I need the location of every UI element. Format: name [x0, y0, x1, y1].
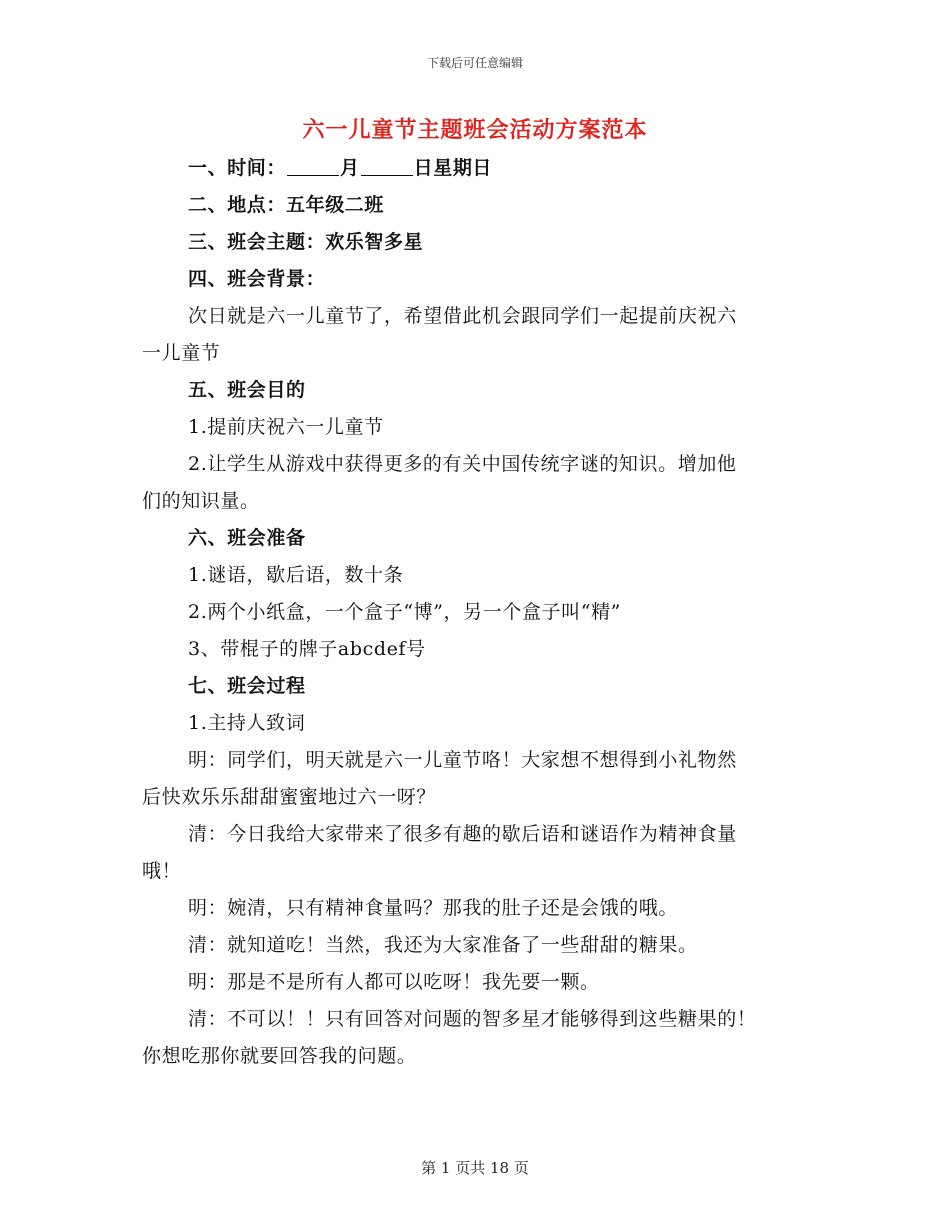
purpose-item-2-line-2: 们的知识量。 — [142, 490, 260, 512]
prep-item-1: 1.谜语，歇后语，数十条 — [188, 564, 404, 586]
document-title: 六一儿童节主题班会活动方案范本 — [302, 118, 648, 143]
dialogue-6-line-1: 清：不可以！！只有回答对问题的智多星才能够得到这些糖果的！ — [188, 1008, 757, 1030]
section-place: 二、地点：五年级二班 — [188, 194, 385, 216]
dialogue-1-line-1: 明：同学们，明天就是六一儿童节咯！大家想不想得到小礼物然 — [188, 749, 737, 771]
purpose-item-1: 1.提前庆祝六一儿童节 — [188, 416, 384, 438]
section-prep-heading: 六、班会准备 — [188, 527, 306, 549]
section-process-heading: 七、班会过程 — [188, 675, 306, 697]
section-theme: 三、班会主题：欢乐智多星 — [188, 231, 424, 253]
dialogue-4: 清：就知道吃！当然，我还为大家准备了一些甜甜的糖果。 — [188, 934, 698, 956]
prep-item-3: 3、带棍子的牌子abcdef号 — [188, 638, 426, 660]
month-blank — [287, 155, 339, 176]
prep-item-2: 2.两个小纸盒，一个盒子“博”，另一个盒子叫“精” — [188, 601, 621, 623]
header-note: 下载后可任意编辑 — [426, 56, 523, 70]
dialogue-3: 明：婉清，只有精神食量吗？那我的肚子还是会饿的哦。 — [188, 897, 679, 919]
section-purpose-heading: 五、班会目的 — [188, 379, 306, 401]
page-footer: 第 1 页共 18 页 — [421, 1159, 529, 1177]
section-background-heading: 四、班会背景： — [188, 268, 326, 290]
dialogue-2-line-1: 清：今日我给大家带来了很多有趣的歇后语和谜语作为精神食量 — [188, 823, 737, 845]
background-paragraph-line-2: 一儿童节 — [142, 342, 221, 364]
month-text: 月 — [340, 157, 360, 179]
background-paragraph-line-1: 次日就是六一儿童节了，希望借此机会跟同学们一起提前庆祝六 — [188, 305, 737, 327]
dialogue-2-line-2: 哦！ — [142, 860, 182, 882]
document-body — [142, 150, 802, 1075]
time-label: 一、时间： — [188, 157, 287, 179]
purpose-item-2-line-1: 2.让学生从游戏中获得更多的有关中国传统字谜的知识。增加他 — [188, 453, 737, 475]
process-item-1: 1.主持人致词 — [188, 712, 306, 734]
day-blank — [361, 155, 413, 176]
dialogue-1-line-2: 后快欢乐乐甜甜蜜蜜地过六一呀？ — [142, 786, 437, 808]
section-time — [142, 150, 802, 187]
dialogue-6-line-2: 你想吃那你就要回答我的问题。 — [142, 1045, 417, 1067]
day-text: 日星期日 — [413, 157, 493, 179]
dialogue-5: 明：那是不是所有人都可以吃呀！我先要一颗。 — [188, 971, 600, 993]
